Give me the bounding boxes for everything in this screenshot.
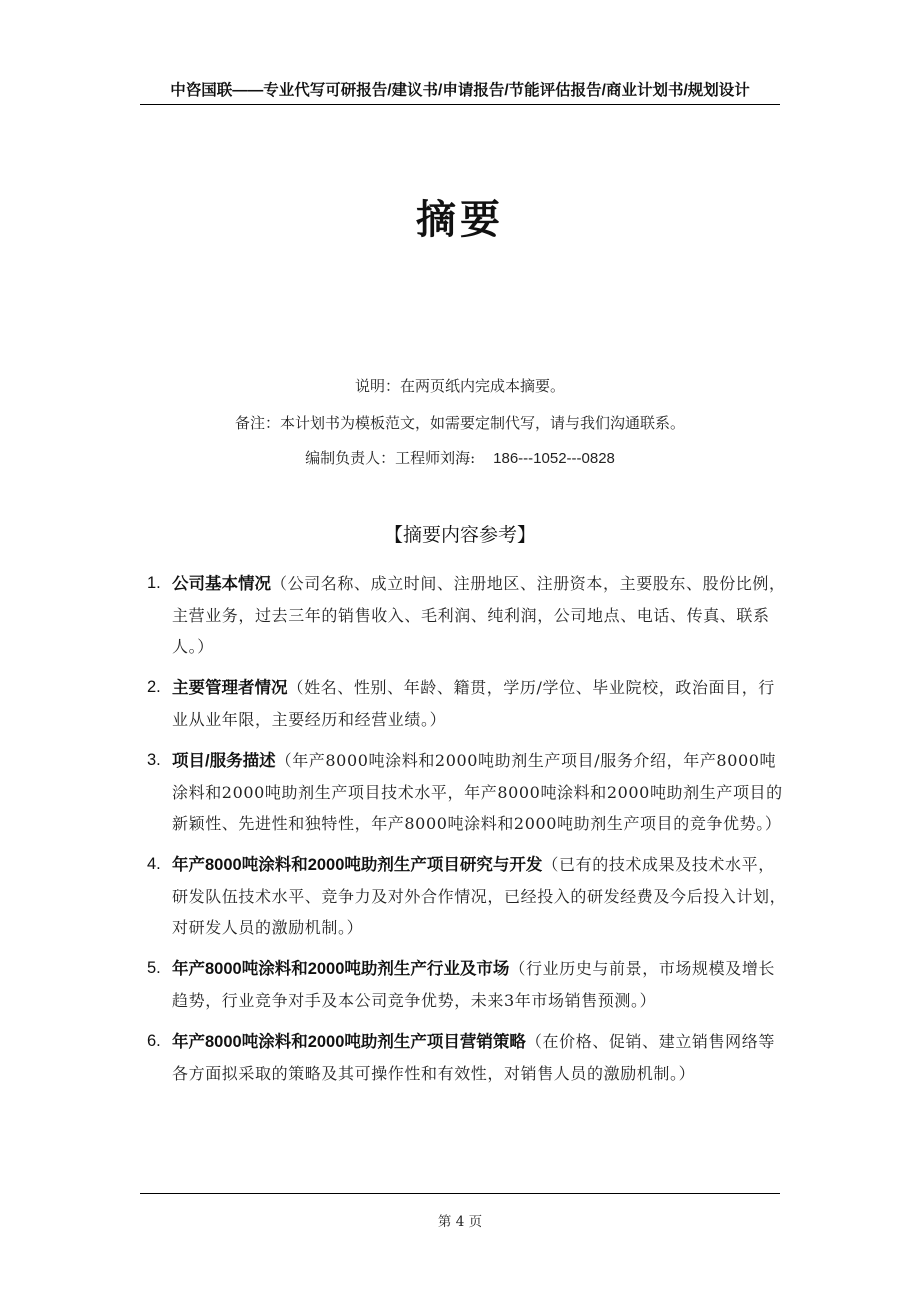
item-body bbox=[172, 568, 787, 662]
item-number: 6. bbox=[147, 1032, 161, 1050]
item-heading: 年产8000吨涂料和2000吨助剂生产项目营销策略 bbox=[172, 1033, 526, 1051]
item-text: （在价格、促销、建立销售网络等各方面拟采取的策略及其可操作性和有效性，对销售人员的激励机制。） bbox=[172, 1032, 775, 1083]
item-heading: 年产8000吨涂料和2000吨助剂生产项目研究与开发 bbox=[172, 856, 543, 874]
item-number: 5. bbox=[147, 959, 161, 977]
list-item bbox=[147, 953, 787, 1016]
item-text: （姓名、性别、年龄、籍贯，学历/学位、毕业院校，政治面目，行业从业年限，主要经历和经营业绩。） bbox=[172, 678, 775, 729]
note-remark: 备注：本计划书为模板范文，如需要定制代写，请与我们沟通联系。 bbox=[234, 414, 685, 432]
item-heading: 项目/服务描述 bbox=[172, 752, 276, 770]
header-divider bbox=[140, 104, 780, 105]
list-item bbox=[147, 568, 787, 662]
section-subtitle: 【摘要内容参考】 bbox=[383, 525, 536, 546]
item-body bbox=[172, 1026, 787, 1089]
item-body bbox=[172, 849, 787, 943]
footer-divider bbox=[140, 1193, 780, 1194]
item-text: （年产8000吨涂料和2000吨助剂生产项目/服务介绍，年产8000吨涂料和2000吨助剂生产项目技术水平，年产8000吨涂料和2000吨助剂生产项目的新颖性、先进性和独特性，年产8000吨涂料和2000吨助剂生产项目的竞争优势。） bbox=[172, 751, 783, 833]
item-number: 4. bbox=[147, 855, 161, 873]
page-header: 中咨国联——专业代写可研报告/建议书/申请报告/节能评估报告/商业计划书/规划设计 bbox=[170, 82, 750, 99]
item-body bbox=[172, 953, 787, 1016]
item-body bbox=[172, 672, 787, 735]
list-item bbox=[147, 672, 787, 735]
note-description: 说明：在两页纸内完成本摘要。 bbox=[354, 377, 565, 395]
item-heading: 公司基本情况 bbox=[172, 575, 271, 593]
item-text: （公司名称、成立时间、注册地区、注册资本，主要股东、股份比例，主营业务，过去三年的销售收入、毛利润、纯利润，公司地点、电话、传真、联系人。） bbox=[172, 574, 786, 656]
item-number: 1. bbox=[147, 574, 161, 592]
item-heading: 主要管理者情况 bbox=[172, 679, 288, 697]
list-item bbox=[147, 849, 787, 943]
item-text: （已有的技术成果及技术水平，研发队伍技术水平、竞争力及对外合作情况，已经投入的研发经费及今后投入计划，对研发人员的激励机制。） bbox=[172, 855, 787, 937]
item-number: 2. bbox=[147, 678, 161, 696]
page-number: 第 4 页 bbox=[437, 1214, 483, 1230]
item-heading: 年产8000吨涂料和2000吨助剂生产行业及市场 bbox=[172, 960, 510, 978]
note-contact bbox=[0, 447, 920, 468]
contact-phone: 186---1052---0828 bbox=[493, 450, 615, 467]
item-number: 3. bbox=[147, 751, 161, 769]
item-text: （行业历史与前景，市场规模及增长趋势，行业竞争对手及本公司竞争优势，未来3年市场销售预测。） bbox=[172, 959, 776, 1010]
list-item bbox=[147, 1026, 787, 1089]
contact-label: 编制负责人：工程师刘海: bbox=[305, 449, 476, 467]
list-item bbox=[147, 745, 787, 839]
page-title: 摘要 bbox=[416, 196, 504, 243]
summary-list bbox=[147, 568, 787, 1099]
item-body bbox=[172, 745, 787, 839]
